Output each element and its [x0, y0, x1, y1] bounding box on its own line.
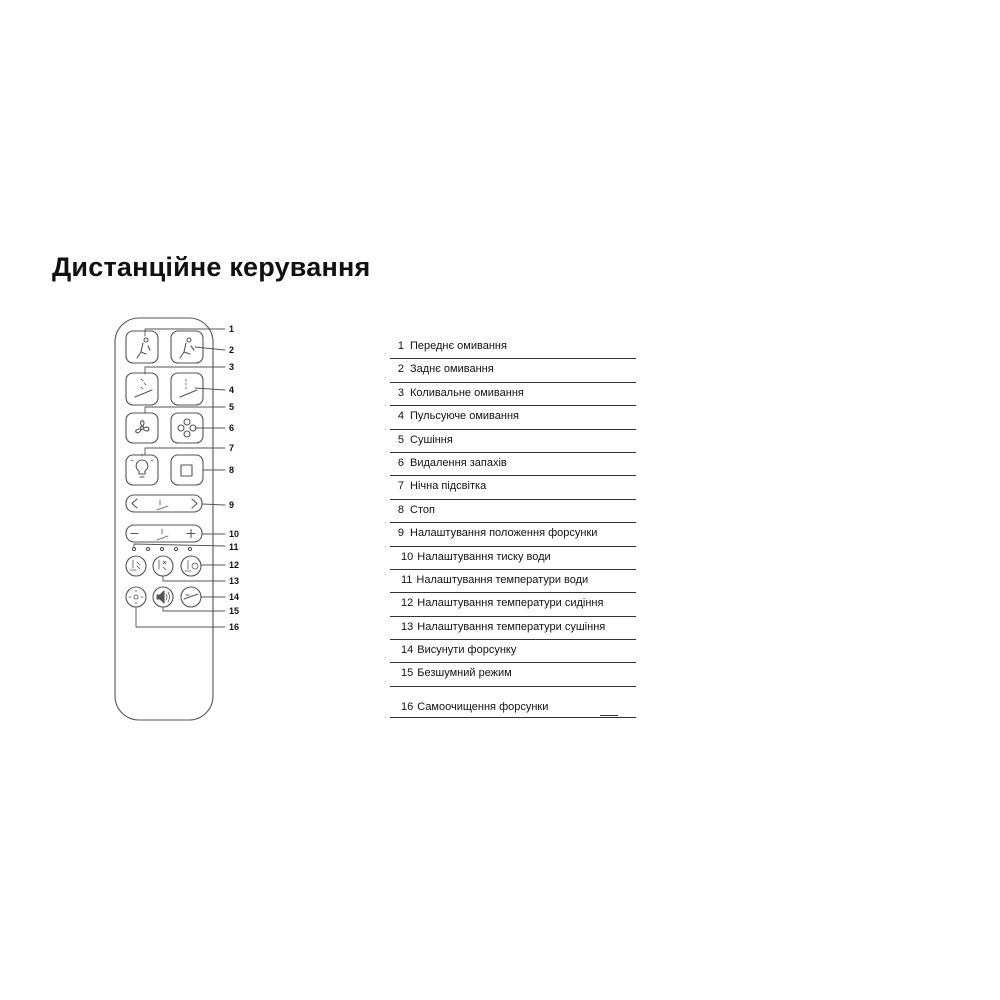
legend-label: Самоочищення форсунки	[417, 700, 549, 713]
legend-number: 14	[401, 644, 414, 657]
dryer-temperature-icon	[159, 560, 166, 570]
legend-row	[390, 476, 636, 499]
legend-number: 4	[397, 410, 404, 423]
chevron-left-icon	[132, 499, 137, 508]
legend-row	[390, 336, 636, 359]
stop-button[interactable]	[171, 455, 203, 485]
legend-number: 13	[401, 620, 414, 633]
legend-table	[390, 336, 636, 718]
water-pressure-control[interactable]	[126, 525, 202, 542]
legend-label: Переднє омивання	[410, 340, 507, 352]
legend-number: 3	[397, 386, 404, 399]
legend-label: Сушіння	[410, 433, 453, 446]
water-temperature-button[interactable]	[126, 556, 146, 576]
rear-wash-icon	[180, 338, 194, 358]
callout-16: 16	[229, 622, 240, 632]
dry-button[interactable]	[126, 413, 158, 443]
legend-label: Нічна підсвітка	[410, 480, 487, 493]
pulse-wash-button[interactable]	[171, 373, 203, 405]
legend-row	[390, 453, 636, 476]
oscillating-wash-button[interactable]	[126, 373, 158, 405]
nozzle-position-icon	[157, 500, 168, 510]
legend-label: Пульсуюче омивання	[410, 410, 519, 423]
legend-row	[390, 359, 636, 382]
legend-label: Заднє омивання	[410, 363, 494, 376]
callout-1: 1	[229, 324, 235, 334]
front-wash-icon	[137, 338, 150, 358]
legend-label: Налаштування температури сушіння	[417, 620, 606, 633]
callout-2: 2	[229, 345, 235, 355]
legend-number: 10	[401, 550, 414, 563]
pulse-wash-icon	[180, 379, 197, 397]
legend-number: 6	[397, 456, 404, 469]
speaker-icon	[157, 591, 170, 603]
legend-row	[390, 547, 636, 570]
front-wash-button[interactable]	[126, 331, 158, 363]
legend-row	[390, 617, 636, 640]
water-pressure-icon	[157, 529, 168, 540]
legend-label: Безшумний режим	[417, 667, 512, 680]
legend-label: Налаштування тиску води	[417, 550, 551, 563]
callout-13: 13	[229, 576, 240, 586]
legend-label: Налаштування температури води	[416, 573, 589, 586]
legend-row	[390, 383, 636, 406]
legend-label: Стоп	[410, 503, 435, 516]
stop-icon	[181, 465, 192, 476]
remote-body	[115, 318, 213, 720]
legend-row	[390, 663, 636, 686]
callout-11: 11	[229, 542, 239, 552]
legend-label: Коливальне омивання	[410, 386, 524, 399]
silent-mode-button[interactable]	[153, 587, 173, 607]
nozzle-extend-icon	[184, 594, 198, 599]
plus-icon	[187, 530, 195, 538]
nozzle-position-control[interactable]	[126, 495, 202, 512]
callout-9: 9	[229, 500, 235, 510]
callout-10: 10	[229, 529, 240, 539]
callout-4: 4	[229, 385, 235, 395]
night-light-button[interactable]	[126, 454, 158, 485]
legend-row	[390, 406, 636, 429]
dryer-temperature-button[interactable]	[153, 556, 173, 576]
legend-number: 9	[397, 527, 404, 540]
legend-number: 12	[401, 597, 414, 610]
legend-number: 16	[401, 700, 414, 713]
legend-number: 7	[397, 480, 404, 493]
callout-6: 6	[229, 423, 235, 433]
callout-8: 8	[229, 465, 235, 475]
chevron-right-icon	[192, 499, 197, 508]
legend-number: 11	[401, 573, 413, 586]
callout-5: 5	[229, 402, 235, 412]
callout-3: 3	[229, 362, 235, 372]
self-clean-button[interactable]	[126, 587, 146, 607]
legend-label: Видалення запахів	[410, 456, 507, 469]
page-title: Дистанційне керування	[52, 252, 371, 282]
legend-label: Налаштування положення форсунки	[410, 527, 598, 540]
oscillating-wash-icon	[135, 379, 152, 397]
self-clean-icon	[129, 590, 143, 604]
legend-label: Висунути форсунку	[417, 644, 517, 657]
callout-14: 14	[229, 592, 240, 602]
legend-row	[390, 430, 636, 453]
legend-row	[390, 640, 636, 663]
legend-number: 2	[397, 363, 404, 376]
callout-leader-lines	[134, 329, 225, 627]
legend-row	[390, 687, 636, 718]
legend-row	[390, 500, 636, 523]
legend-number: 15	[401, 667, 414, 680]
deodorize-icon	[178, 419, 196, 437]
water-temperature-icon	[130, 560, 140, 570]
seat-temperature-icon	[185, 560, 198, 571]
legend-label: Налаштування температури сидіння	[417, 597, 604, 610]
legend-number: 8	[397, 503, 404, 516]
extend-nozzle-button[interactable]	[181, 587, 201, 607]
legend-row	[390, 570, 636, 593]
callout-12: 12	[229, 560, 240, 570]
fan-dry-icon	[136, 421, 149, 433]
legend-number: 5	[397, 433, 404, 446]
water-temperature-indicator	[132, 547, 191, 550]
legend-row	[390, 593, 636, 616]
callout-7: 7	[229, 443, 235, 453]
legend-number: 1	[397, 340, 404, 352]
legend-row	[390, 523, 636, 546]
callout-15: 15	[229, 606, 240, 616]
night-light-icon	[131, 454, 153, 477]
seat-temperature-button[interactable]	[181, 556, 201, 576]
